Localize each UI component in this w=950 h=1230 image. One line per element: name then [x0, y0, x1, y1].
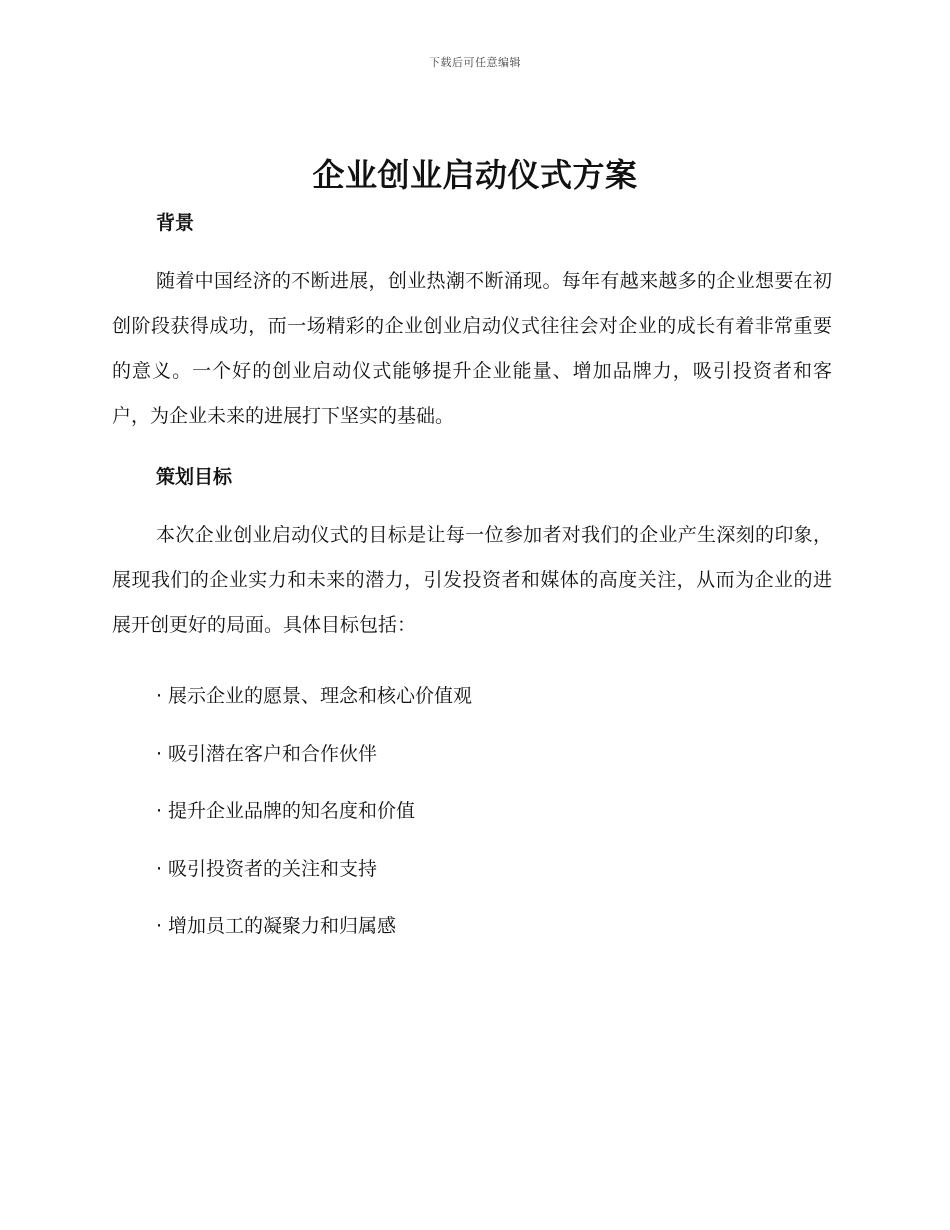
bullet-icon: · — [156, 857, 163, 880]
goals-list — [112, 668, 832, 956]
list-item — [112, 668, 832, 726]
header-note: 下载后可任意编辑 — [429, 56, 521, 69]
bullet-icon: · — [156, 685, 163, 707]
list-item — [112, 783, 832, 841]
background-paragraph: 随着中国经济的不断进展，创业热潮不断涌现。每年有越来越多的企业想要在初创阶段获得成功，而一场精彩的企业创业启动仪式往往会对企业的成长有着非常重要的意义。一个好的创业启动仪式能够提升企业能量、增加品牌力，吸引投资者和客户，为企业未来的进展打下坚实的基础。 — [112, 270, 832, 427]
section-heading-goals: 策划目标 — [156, 466, 233, 488]
goal-text: 增加员工的凝聚力和归属感 — [168, 915, 397, 937]
bullet-icon: · — [156, 800, 163, 822]
document-title: 企业创业启动仪式方案 — [312, 156, 638, 194]
goal-text: 提升企业品牌的知名度和价值 — [168, 800, 416, 822]
spacer — [112, 439, 832, 459]
document-body — [112, 205, 832, 956]
goal-text: 展示企业的愿景、理念和核心价值观 — [168, 685, 473, 707]
bullet-icon: · — [156, 915, 163, 937]
list-item — [112, 841, 832, 899]
goals-paragraph: 本次企业创业启动仪式的目标是让每一位参加者对我们的企业产生深刻的印象，展现我们的企业实力和未来的潜力，引发投资者和媒体的高度关注，从而为企业的进展开创更好的局面。具体目标包括： — [112, 524, 832, 636]
list-item — [112, 726, 832, 784]
goal-text: 吸引潜在客户和合作伙伴 — [168, 742, 378, 765]
spacer — [112, 241, 832, 259]
section-heading-background: 背景 — [156, 212, 195, 234]
list-item — [112, 898, 832, 956]
spacer — [112, 648, 832, 668]
spacer — [112, 495, 832, 513]
goal-text: 吸引投资者的关注和支持 — [168, 857, 378, 880]
bullet-icon: · — [156, 742, 163, 765]
